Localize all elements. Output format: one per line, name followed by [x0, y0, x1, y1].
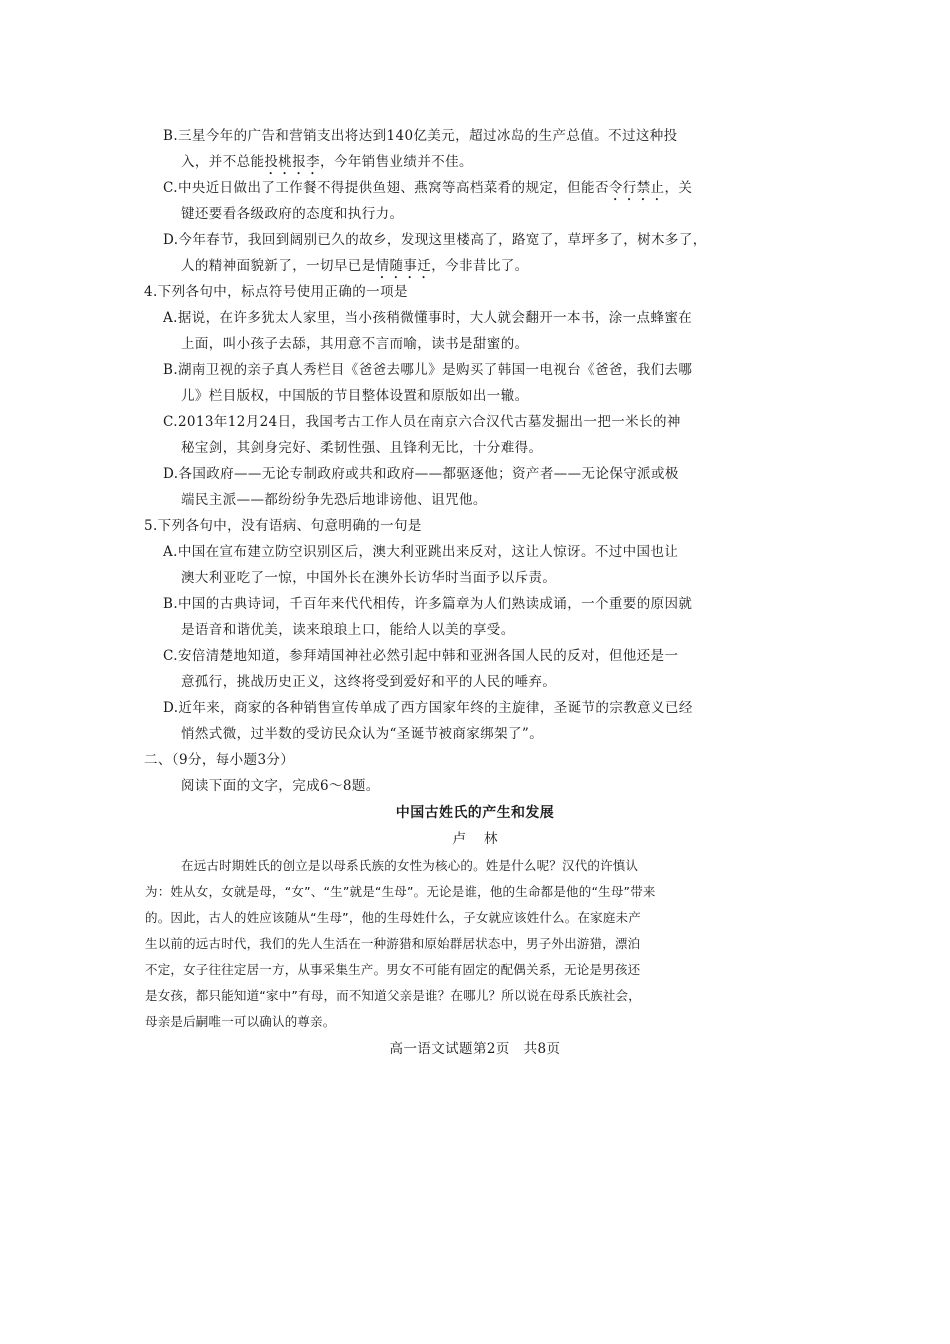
- reading-instruction: 阅读下面的文字，完成6～8题。: [181, 778, 380, 794]
- q4-option-a-line1: A.据说，在许多犹太人家里，当小孩稍微懂事时，大人就会翻开一本书，涂一点蜂蜜在: [163, 310, 693, 326]
- q5-option-c-line1: C.安倍清楚地知道，参拜靖国神社必然引起中韩和亚洲各国人民的反对，但他还是一: [163, 648, 679, 664]
- q5-option-b-line1: B.中国的古典诗词，千百年来代代相传，许多篇章为人们熟读成诵，一个重要的原因就: [163, 596, 693, 612]
- q3-b-emphasized-idiom: 投桃报李: [264, 154, 321, 170]
- q3-d-text-pre: 人的精神面貌新了，一切早已是: [181, 258, 376, 274]
- passage-line: 不定，女子往往定居一方，从事采集生产。男女不可能有固定的配偶关系，无论是男孩还: [145, 962, 641, 977]
- q5-option-d-line1: D.近年来，商家的各种销售宣传单成了西方国家年终的主旋律，圣诞节的宗教意义已经: [163, 700, 693, 716]
- passage-line: 母亲是后嗣唯一可以确认的尊亲。: [145, 1014, 336, 1029]
- passage-line: 的。因此，古人的姓应该随从“生母”，他的生母姓什么，子女就应该姓什么。在家庭未产: [145, 910, 641, 925]
- q3-option-b-line1: B.三星今年的广告和营销支出将达到140亿美元，超过冰岛的生产总值。不过这种投: [163, 128, 678, 144]
- q5-option-a-line1: A.中国在宣布建立防空识别区后，澳大利亚跳出来反对，这让人惊讶。不过中国也让: [163, 544, 679, 560]
- q3-option-d-line1: D.今年春节，我回到阔别已久的故乡，发现这里楼高了，路宽了，草坪多了，树木多了，: [163, 232, 707, 248]
- page-footer: 高一语文试题第2页 共8页: [389, 1041, 561, 1057]
- q3-option-b-line2: [181, 153, 473, 178]
- q4-option-d-line1: D.各国政府——无论专制政府或共和政府——都驱逐他；资产者——无论保守派或极: [163, 466, 679, 482]
- passage-title: 中国古姓氏的产生和发展: [395, 805, 555, 821]
- q3-c-text-pre: C.中央近日做出了工作餐不得提供鱼翅、燕窝等高档菜肴的规定，但能否: [163, 180, 609, 196]
- q3-c-emphasized-idiom: 令行禁止: [608, 180, 665, 196]
- q4-option-b-line2: 儿》栏目版权，中国版的节目整体设置和原版如出一辙。: [181, 388, 529, 404]
- q4-option-a-line2: 上面，叫小孩子去舔，其用意不言而喻，读书是甜蜜的。: [181, 336, 529, 352]
- q3-option-d-line2: [181, 257, 529, 282]
- q3-d-emphasized-idiom: 情随事迁: [375, 258, 432, 274]
- q5-option-c-line2: 意孤行，挑战历史正义，这终将受到爱好和平的人民的唾弃。: [181, 674, 557, 690]
- passage-line: 生以前的远古时代，我们的先人生活在一种游猎和原始群居状态中，男子外出游猎，漂泊: [145, 936, 641, 951]
- passage-line: 在远古时期姓氏的创立是以母系氏族的女性为核心的。姓是什么呢？汉代的许慎认: [181, 858, 639, 873]
- passage-author: 卢林: [452, 831, 516, 847]
- q5-option-d-line2: 悄然式微，过半数的受访民众认为“圣诞节被商家绑架了”。: [181, 726, 544, 742]
- q3-option-c-line2: 键还要看各级政府的态度和执行力。: [181, 206, 404, 222]
- q3-c-text-post: ，关: [664, 180, 693, 196]
- q4-option-c-line2: 秘宝剑，其剑身完好、柔韧性强、且锋利无比，十分难得。: [181, 440, 543, 456]
- section-header: 二、（9分，每小题3分）: [144, 752, 295, 768]
- q4-option-b-line1: B.湖南卫视的亲子真人秀栏目《爸爸去哪儿》是购买了韩国一电视台《爸爸，我们去哪: [163, 362, 693, 378]
- passage-line: 是女孩，都只能知道“家中”有母，而不知道父亲是谁？在哪儿？所以说在母系氏族社会，: [145, 988, 641, 1003]
- q3-b-text-post: ，今年销售业绩并不佳。: [320, 154, 473, 170]
- q5-option-a-line2: 澳大利亚吃了一惊，中国外长在澳外长访华时当面予以斥责。: [181, 570, 557, 586]
- q5-stem: 5.下列各句中，没有语病、句意明确的一句是: [144, 518, 422, 534]
- q3-d-text-post: ，今非昔比了。: [431, 258, 529, 274]
- q3-b-text-pre: 入，并不总能: [181, 154, 265, 170]
- q4-stem: 4.下列各句中，标点符号使用正确的一项是: [144, 284, 408, 300]
- q5-option-b-line2: 是语音和谐优美，读来琅琅上口，能给人以美的享受。: [181, 622, 515, 638]
- q4-option-d-line2: 端民主派——都纷纷争先恐后地诽谤他、诅咒他。: [181, 492, 487, 508]
- passage-line: 为：姓从女，女就是母，“女”、“生”就是“生母”。无论是谁，他的生命都是他的“生母”带来: [145, 884, 656, 899]
- q3-option-c-line1: [163, 179, 692, 204]
- q4-option-c-line1: C.2013年12月24日，我国考古工作人员在南京六合汉代古墓发掘出一把一米长的神: [163, 414, 681, 430]
